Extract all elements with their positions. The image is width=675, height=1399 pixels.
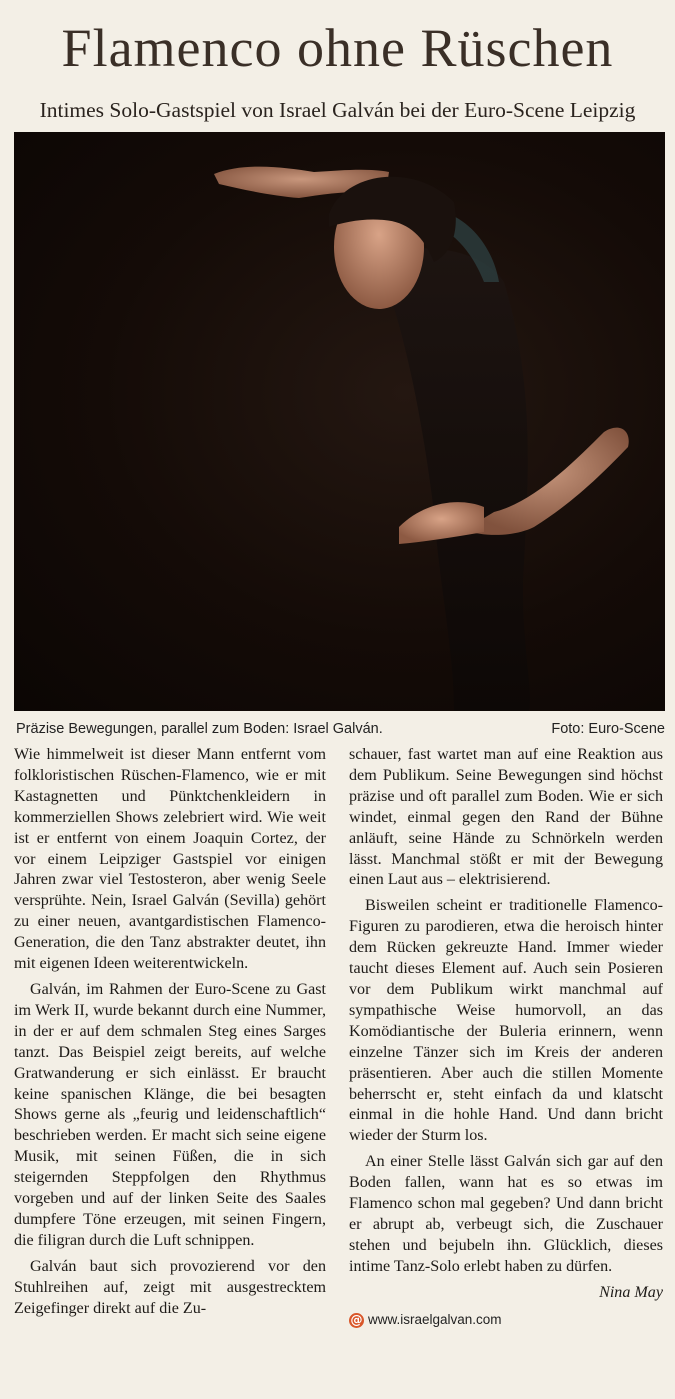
author-byline: Nina May — [599, 1283, 663, 1301]
dancer-figure-illustration — [14, 132, 665, 711]
website-reference[interactable] — [349, 1310, 663, 1331]
website-link[interactable]: www.israelgalvan.com — [368, 1311, 502, 1327]
article-column-2 — [349, 745, 663, 1330]
paragraph: Wie himmelweit ist dieser Mann entfernt vom folkloristischen Rüschen-Flamenco, wie er mit Kastagnetten und Pünktchenkleidern in kommerziellen Shows zelebriert wird. Wie weit ist er entfernt von einem Joaquin Cortez, der vor einem Leipziger Gastspiel vor einigen Jahren zwar viel Testosteron, aber wenig Seele versprühte. Nein, Israel Galván (Sevilla) gehört zu einer neuen, avantgardistischen Flamenco-Generation, die den Tanz abstrakter deutet, ihn mit eigenen Ideen weiterentwickeln. — [14, 746, 326, 973]
paragraph: An einer Stelle lässt Galván sich gar auf den Boden fallen, wann hat es so etwas im Flamenco schon mal gegeben? Und dann bricht er abrupt ab, verbeugt sich, die Zuschauer stehen und bejubeln ihn. Glücklich, dieses intime Tanz-Solo erlebt haben zu dürfen. — [349, 1153, 663, 1275]
at-sign-icon: @ — [350, 1312, 363, 1327]
article-subheadline: Intimes Solo-Gastspiel von Israel Galván bei der Euro-Scene Leipzig — [39, 98, 636, 122]
article-column-1 — [14, 745, 326, 1319]
photo-credit: Foto: Euro-Scene — [551, 721, 665, 737]
paragraph: Galván baut sich provozierend vor den Stuhlreihen auf, zeigt mit ausgestrecktem Zeigefinger direkt auf die Zu- — [14, 1257, 326, 1317]
paragraph: Bisweilen scheint er traditionelle Flamenco-Figuren zu parodieren, etwa die heroisch hinter dem Rücken gekreuzte Hand. Immer wieder taucht dieses Element auf. Auch sein Posieren vor dem Publikum wirkt manchmal auf sympathische Weise humorvoll, an das Komödiantische der Buleria erinnern, wenn einzelne Tänzer sich im Kreis der anderen präsentieren. Aber auch die stillen Momente beherrscht er, steht einfach da und klatscht einmal in die hohle Hand. Und dann bricht wieder der Sturm los. — [349, 897, 663, 1145]
article-headline: Flamenco ohne Rüschen — [61, 18, 614, 78]
paragraph: schauer, fast wartet man auf eine Reaktion aus dem Publikum. Seine Bewegungen sind höchst präzise und oft parallel zum Boden. Wie er sich windet, einmal gegen den Rand der Bühne anläuft, seine Hände zu Schnörkeln werden lässt. Manchmal stößt er mit der Bewegung einen Laut aus – elektrisierend. — [349, 746, 663, 889]
dancer-photo — [14, 132, 665, 711]
paragraph: Galván, im Rahmen der Euro-Scene zu Gast im Werk II, wurde bekannt durch eine Nummer, in der er auf dem schmalen Steg eines Sarges tanzt. Das Beispiel zeigt bereits, auf welche Gratwanderung er sich einlässt. Er braucht keine spanischen Klänge, die bei besagten Shows gerne als „feurig und leidenschaftlich“ beschrieben werden. Er macht sich seine eigene Musik, mit seinen Füßen, die in sich steigernden Steppfolgen den Rhythmus vorgeben und auf der linken Seite des Saales dumpfere Töne erzeugen, mit seinen Fingern, die filigran durch die Luft schnippen. — [14, 980, 326, 1249]
photo-caption: Präzise Bewegungen, parallel zum Boden: Israel Galván. — [16, 721, 383, 737]
